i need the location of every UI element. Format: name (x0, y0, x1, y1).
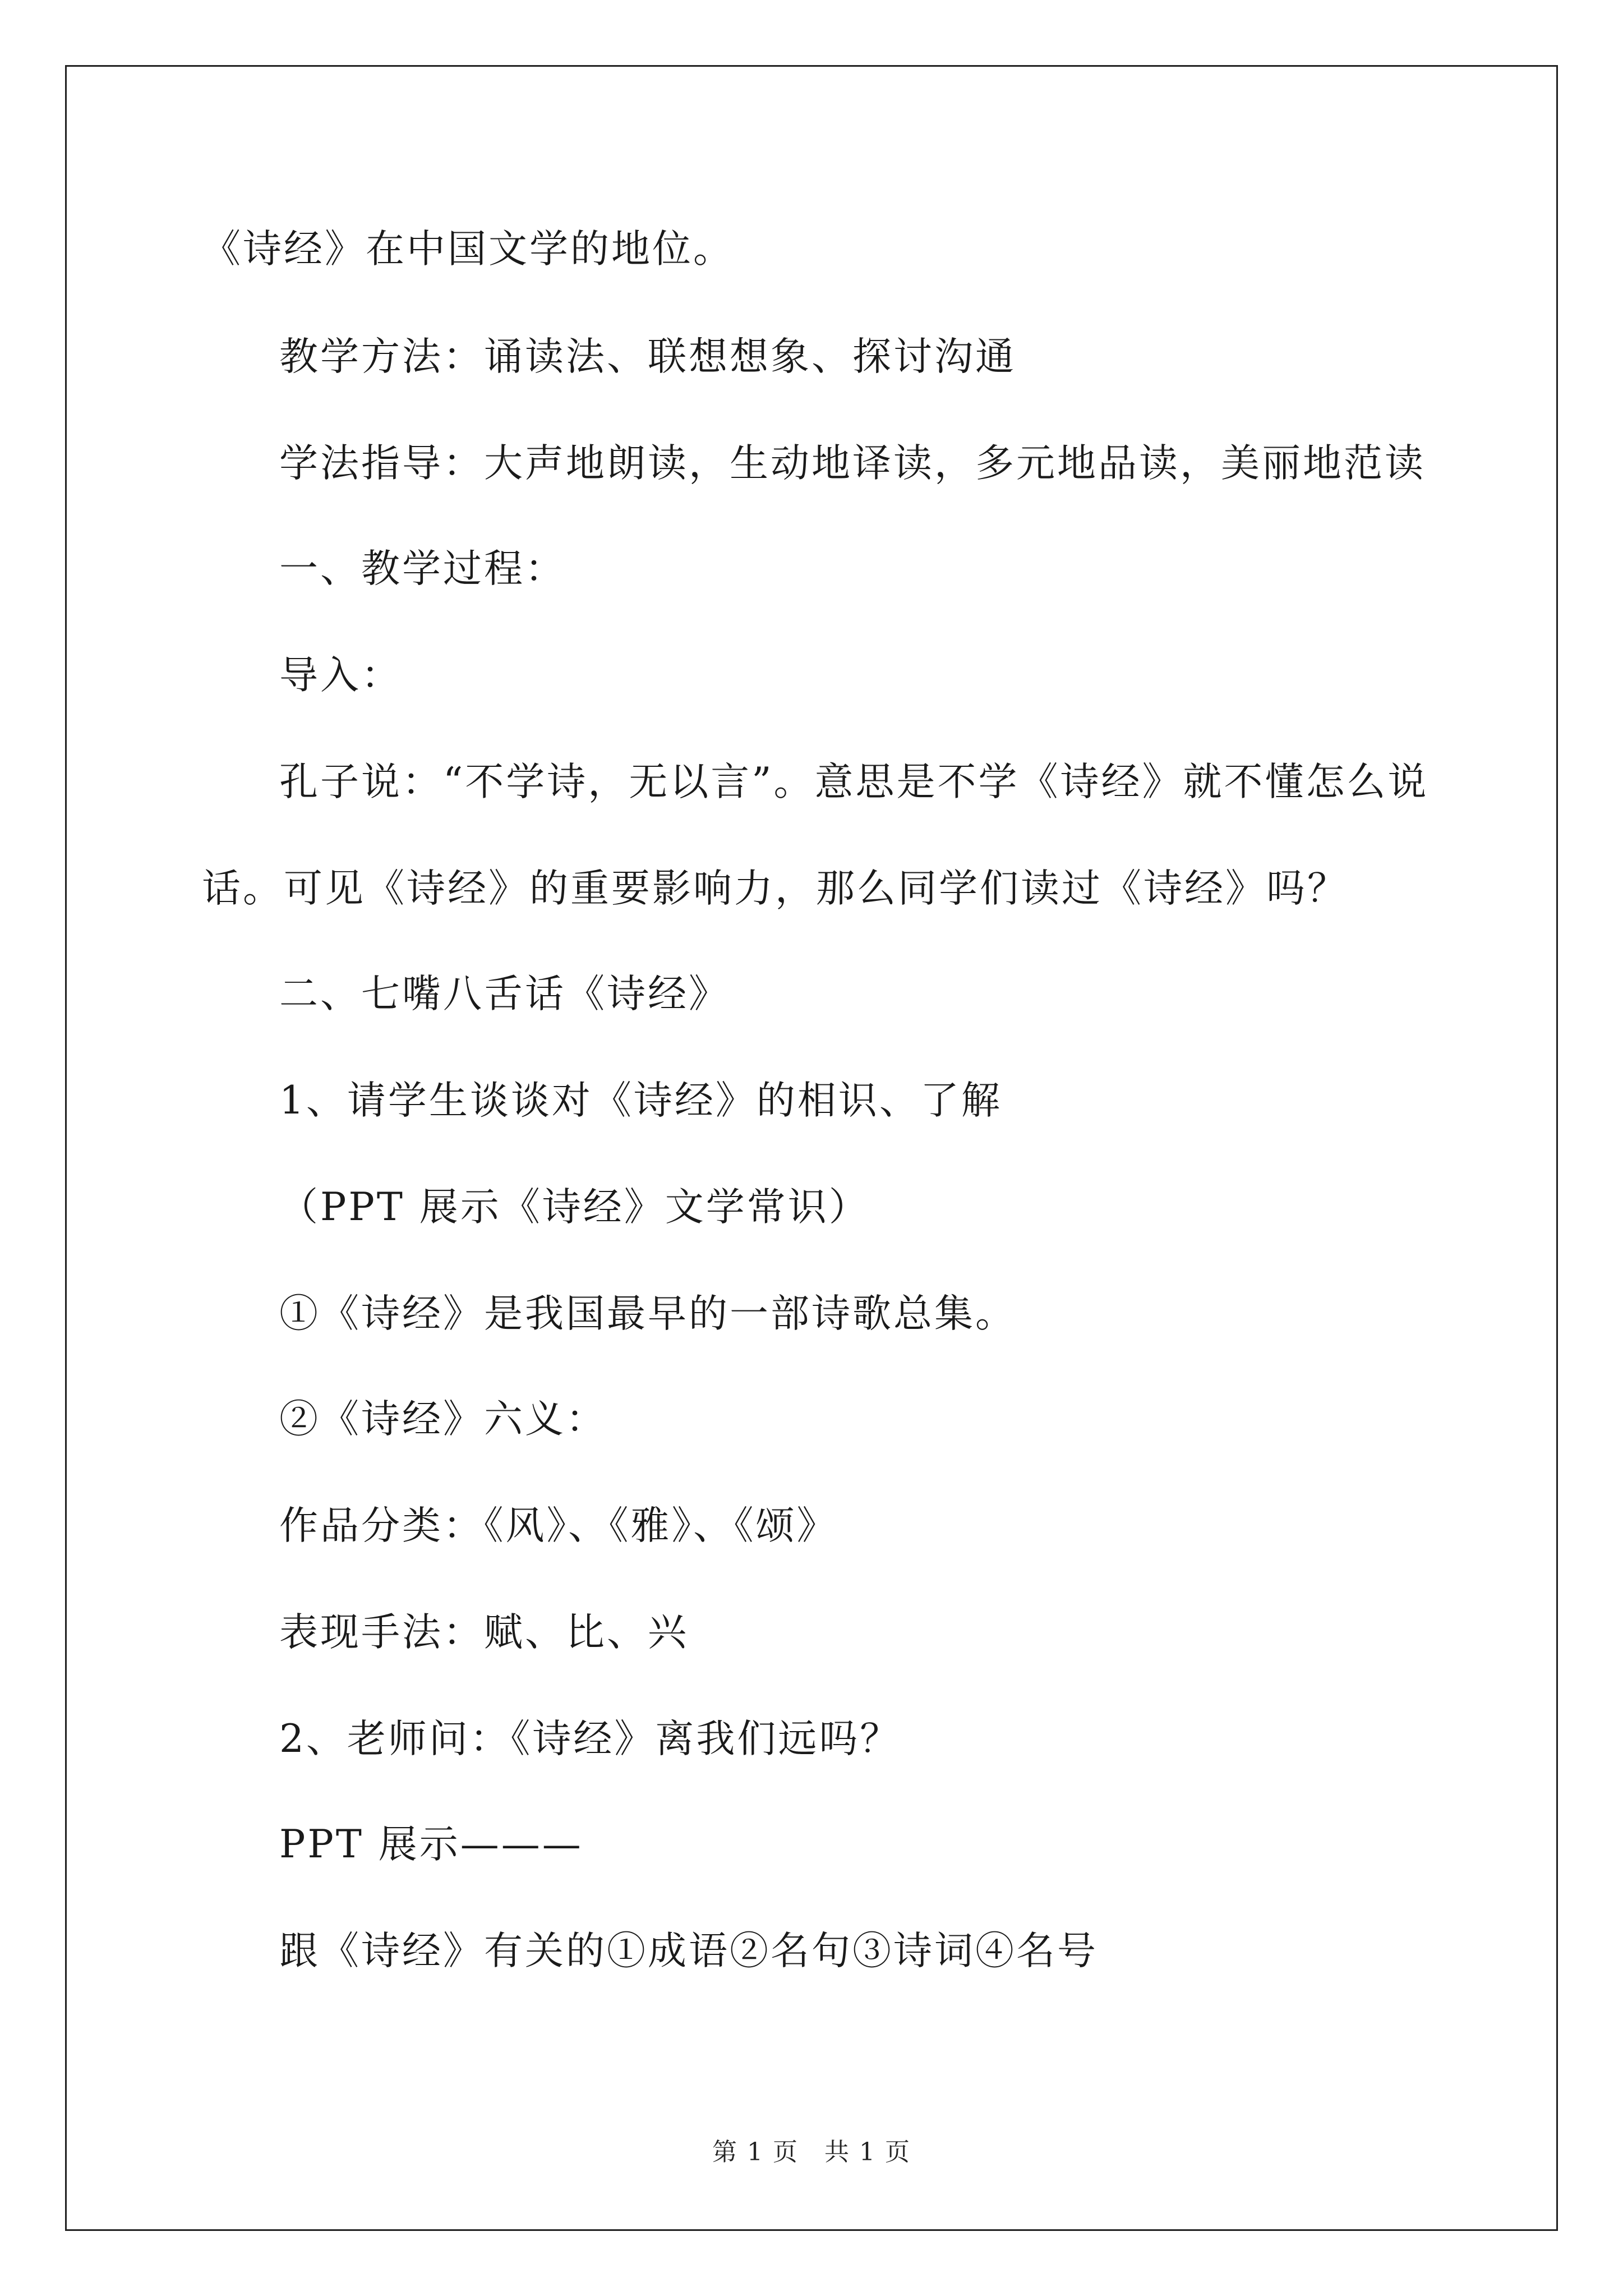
text-line-ppt-display: PPT 展示——— (279, 1822, 583, 1867)
text-line-expression-techniques: 表现手法：赋、比、兴 (279, 1610, 689, 1655)
page-number-footer: 第 1 页 共 1 页 (712, 2138, 911, 2166)
text-line-confucius-quote: 孔子说：“不学诗，无以言”。意思是不学《诗经》就不懂怎么说 (279, 760, 1429, 804)
text-line-confucius-continued: 话。可见《诗经》的重要影响力，那么同学们读过《诗经》吗？ (202, 866, 1348, 911)
text-line-teaching-methods: 教学方法：诵读法、联想想象、探讨沟通 (279, 334, 1016, 379)
text-line-1: 《诗经》在中国文学的地位。 (202, 227, 734, 272)
text-line-ppt-literary-knowledge: （PPT 展示《诗经》文学常识） (279, 1185, 870, 1230)
text-line-related-items: 跟《诗经》有关的①成语②名句③诗词④名号 (279, 1929, 1098, 1973)
page-border (65, 65, 1558, 2231)
text-line-teacher-question: 2、老师问：《诗经》离我们远吗？ (279, 1717, 901, 1761)
text-line-point-2: ②《诗经》六义： (279, 1397, 607, 1442)
text-line-work-categories: 作品分类：《风》、《雅》、《颂》 (279, 1503, 838, 1548)
text-line-study-guidance: 学法指导：大声地朗读，生动地译读，多元地品读，美丽地范读 (279, 441, 1426, 486)
section-heading-teaching-process: 一、教学过程： (279, 546, 566, 591)
section-heading-discussion: 二、七嘴八舌话《诗经》 (279, 972, 730, 1016)
subheading-introduction: 导入： (279, 653, 402, 698)
text-line-students-talk: 1、请学生谈谈对《诗经》的相识、了解 (279, 1078, 1002, 1123)
text-line-point-1: ①《诗经》是我国最早的一部诗歌总集。 (279, 1291, 1016, 1336)
